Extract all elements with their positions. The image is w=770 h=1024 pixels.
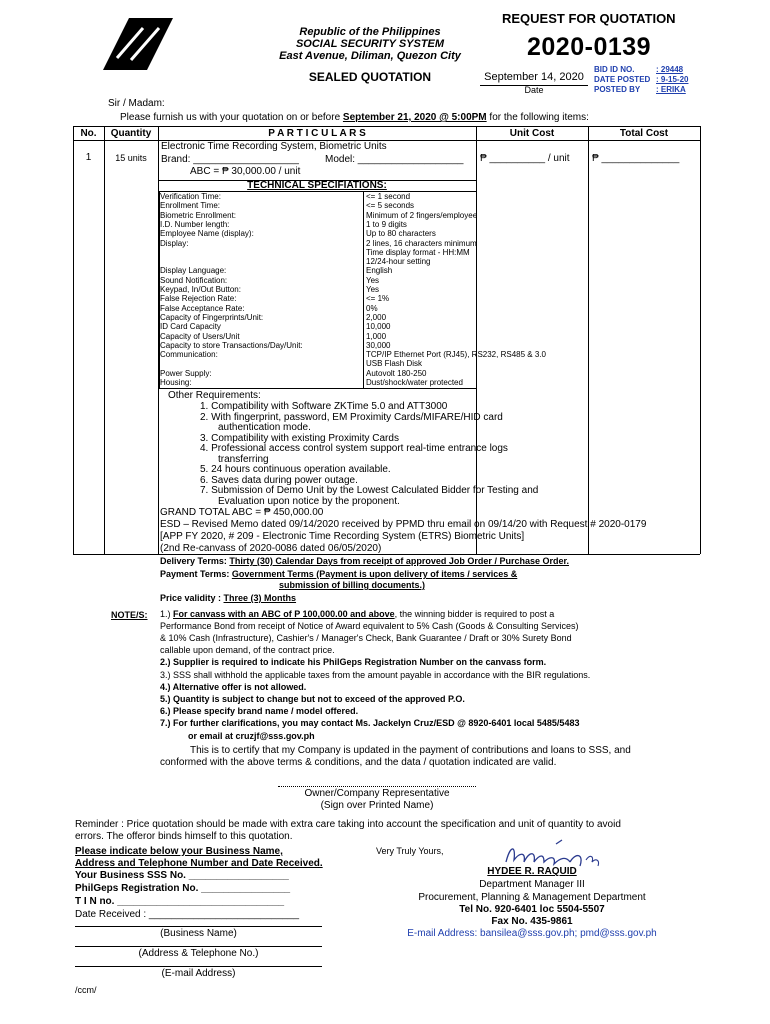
posted-by-label: POSTED BY xyxy=(594,85,641,94)
notes-label: NOTE/S: xyxy=(111,610,148,620)
request-title: REQUEST FOR QUOTATION xyxy=(502,11,676,26)
payment-value: Government Terms (Payment is upon delivery of items / services & xyxy=(231,569,518,579)
spec-row xyxy=(160,201,580,210)
spec-row xyxy=(160,211,580,220)
other-req-item: authentication mode. xyxy=(218,422,311,433)
date-posted-value: : 9-15-20 xyxy=(656,75,689,84)
spec-key: Keypad, In/Out Button: xyxy=(160,285,241,294)
spec-row xyxy=(160,257,580,266)
bid-id-value: : 29448 xyxy=(656,65,684,74)
reminder-line-1: Reminder : Price quotation should be made with extra care taking into account the specification and unit of quantity to avoid xyxy=(75,819,621,830)
other-req-item: 5. 24 hours continuous operation available. xyxy=(200,464,391,475)
spec-row xyxy=(160,369,580,378)
delivery-label: Delivery Terms: xyxy=(160,556,230,566)
date-received-field: Date Received : ___________________________ xyxy=(75,909,300,920)
col-header-quantity: Quantity xyxy=(110,128,152,139)
certify-line-1: This is to certify that my Company is updated in the payment of contributions and loans to SSS, and xyxy=(190,745,631,756)
model-field: Model: ___________________ xyxy=(325,154,464,165)
spec-value: 1,000 xyxy=(366,331,387,341)
spec-value: <= 1% xyxy=(366,294,390,304)
spec-key: Power Supply: xyxy=(160,368,212,378)
rfq-number: 2020-0139 xyxy=(527,33,652,61)
note-1-line-4: callable upon demand, of the contract price. xyxy=(160,645,335,655)
spec-value: <= 5 seconds xyxy=(366,201,415,211)
spec-row xyxy=(160,276,580,285)
note-1-line-2: Performance Bond from receipt of Notice of Award equivalent to 5% Cash (Goods & Consulting Services) xyxy=(160,621,579,631)
price-validity xyxy=(160,593,296,604)
spec-value: Up to 80 characters xyxy=(366,229,436,239)
spec-key: False Rejection Rate: xyxy=(160,294,237,304)
other-req-item: 1. Compatibility with Software ZKTime 5.0 and ATT3000 xyxy=(200,401,448,412)
note-1-prefix: 1.) xyxy=(160,609,174,619)
spec-row xyxy=(160,359,580,368)
other-req-title: Other Requirements: xyxy=(168,390,261,401)
signatory-tel: Tel No. 920-6401 loc 5504-5507 xyxy=(459,904,605,915)
intro-prefix: Please furnish us with your quotation on or before xyxy=(120,112,343,123)
brand-field: Brand: ___________________ xyxy=(161,154,299,165)
item-number: 1 xyxy=(85,152,92,163)
date-posted-label: DATE POSTED xyxy=(594,75,651,84)
spec-value: Yes xyxy=(366,275,380,285)
payment-terms xyxy=(160,569,517,580)
spec-row xyxy=(160,322,580,331)
other-req-item: 3. Compatibility with existing Proximity Cards xyxy=(200,432,399,444)
total-cost-field: ₱ ______________ xyxy=(592,153,680,164)
bidder-heading-2: Address and Telephone Number and Date Received. xyxy=(75,858,323,869)
note-1-rest: , the winning bidder is required to post a xyxy=(394,609,555,619)
spec-key: Biometric Enrollment: xyxy=(160,210,237,220)
spec-value: Time display format - HH:MM xyxy=(366,247,470,257)
note-2: 2.) Supplier is required to indicate his PhilGeps Registration Number on the canvass form. xyxy=(160,657,547,667)
note-4: 4.) Alternative offer is not allowed. xyxy=(160,682,307,692)
note-1-bold: For canvass with an ABC of P 100,000.00 and above xyxy=(173,609,395,619)
other-req-item: 2. With fingerprint, password, EM Proximity Cards/MIFARE/HID card xyxy=(200,411,503,423)
spec-key: Communication: xyxy=(160,350,218,360)
spec-value: Yes xyxy=(366,285,380,294)
note-1 xyxy=(160,609,554,620)
spec-row xyxy=(160,332,580,341)
salutation: Sir / Madam: xyxy=(108,98,165,109)
spec-row xyxy=(160,220,580,229)
bidder-heading-1: Please indicate below your Business Name, xyxy=(75,846,283,857)
col-header-total-cost: Total Cost xyxy=(619,128,669,139)
spec-value: 0% xyxy=(366,303,378,313)
spec-key: I.D. Number length: xyxy=(160,219,230,229)
signatory-name: HYDEE R. RAQUID xyxy=(487,866,577,877)
sss-logo xyxy=(103,18,173,70)
payment-label: Payment Terms: xyxy=(160,569,232,579)
spec-key: Sound Notification: xyxy=(160,275,228,285)
agency-name-line2: SOCIAL SECURITY SYSTEM xyxy=(295,38,445,50)
spec-row xyxy=(160,341,580,350)
business-sss-field: Your Business SSS No. __________________ xyxy=(75,870,289,881)
note-7: 7.) For further clarifications, you may contact Ms. Jackelyn Cruz/ESD @ 8920-6401 local 5485/5483 xyxy=(160,718,580,728)
col-header-no: No. xyxy=(80,128,97,139)
bid-id-label: BID ID NO. xyxy=(594,65,635,74)
esd-line-2: [APP FY 2020, # 209 - Electronic Time Recording System (ETRS) Biometric Units] xyxy=(160,531,525,542)
rfq-date: September 14, 2020 xyxy=(484,71,584,83)
tin-field: T I N no. ______________________________ xyxy=(75,896,285,907)
signatory-title: Department Manager III xyxy=(479,879,585,890)
validity-value: Three (3) Months xyxy=(223,593,297,603)
spec-key: Capacity to store Transactions/Day/Unit: xyxy=(160,340,303,350)
address-label: (Address & Telephone No.) xyxy=(138,948,259,959)
spec-key: ID Card Capacity xyxy=(160,322,221,332)
signatory-email: E-mail Address: bansilea@sss.gov.ph; pmd@sss.gov.ph xyxy=(407,928,657,939)
other-req-item: 7. Submission of Demo Unit by the Lowest Calculated Bidder for Testing and xyxy=(200,485,539,496)
other-req-item: 4. Professional access control system support real-time entrance logs xyxy=(200,443,508,454)
spec-row xyxy=(160,229,580,238)
spec-row xyxy=(160,248,580,257)
item-title: Electronic Time Recording System, Biometric Units xyxy=(161,141,387,152)
document-initials: /ccm/ xyxy=(75,985,97,995)
intro-line xyxy=(120,112,589,124)
philgeps-field: PhilGeps Registration No. ________________ xyxy=(75,883,291,894)
spec-value: USB Flash Disk xyxy=(366,359,423,369)
spec-row xyxy=(160,192,580,201)
date-label: Date xyxy=(524,85,544,95)
spec-row xyxy=(160,304,580,313)
spec-row xyxy=(160,239,580,248)
spec-row xyxy=(160,350,580,359)
spec-value: 12/24-hour setting xyxy=(366,257,431,267)
owner-sig-sub: (Sign over Printed Name) xyxy=(320,800,434,811)
business-name-label: (Business Name) xyxy=(160,928,237,939)
unit-cost-field: ₱ __________ / unit xyxy=(480,153,570,164)
note-3: 3.) SSS shall withhold the applicable taxes from the amount payable in accordance with the BIR regulations. xyxy=(160,670,591,680)
item-abc: ABC = ₱ 30,000.00 / unit xyxy=(190,166,301,177)
col-header-particulars: P A R T I C U L A R S xyxy=(268,128,366,139)
spec-row xyxy=(160,378,580,387)
closing-text: Very Truly Yours, xyxy=(376,846,444,856)
spec-title-text: TECHNICAL SPECIFIATIONS: xyxy=(247,180,387,191)
other-req-item: transferring xyxy=(218,453,269,465)
spec-value: 10,000 xyxy=(366,322,391,332)
esd-line-3: (2nd Re-canvass of 2020-0086 dated 06/05/2020) xyxy=(160,543,382,554)
spec-value: Autovolt 180-250 xyxy=(366,368,427,378)
spec-key: Capacity of Fingerprints/Unit: xyxy=(160,312,264,322)
agency-name-line1: Republic of the Philippines xyxy=(299,26,441,38)
doc-type: SEALED QUOTATION xyxy=(308,70,432,84)
certify-line-2: conformed with the above terms & conditions, and the data / quotation indicated are valid. xyxy=(160,757,557,768)
signatory-department: Procurement, Planning & Management Department xyxy=(418,892,646,903)
spec-key: Display Language: xyxy=(160,266,227,276)
other-req-item: Evaluation upon notice by the proponent. xyxy=(218,495,400,507)
agency-address: East Avenue, Diliman, Quezon City xyxy=(279,50,461,62)
spec-value: 30,000 xyxy=(366,340,391,350)
spec-key: Employee Name (display): xyxy=(160,229,254,239)
spec-key: Enrollment Time: xyxy=(160,201,221,211)
delivery-value: Thirty (30) Calendar Days from receipt of approved Job Order / Purchase Order. xyxy=(229,556,569,566)
reminder-line-2: errors. The offeror binds himself to this quotation. xyxy=(75,831,293,842)
spec-value: 2 lines, 16 characters minimum xyxy=(366,238,477,248)
spec-value: 2,000 xyxy=(366,312,387,322)
esd-line-1: ESD – Revised Memo dated 09/14/2020 received by PPMD thru email on 09/14/20 with Request # 2020-0179 xyxy=(160,519,647,530)
spec-row xyxy=(160,294,580,303)
other-req-item: 6. Saves data during power outage. xyxy=(200,474,358,486)
note-5: 5.) Quantity is subject to change but not to exceed of the approved P.O. xyxy=(160,694,465,704)
spec-value: Minimum of 2 fingers/employee xyxy=(366,210,478,220)
spec-value: Dust/shock/water protected xyxy=(366,378,463,387)
spec-row xyxy=(160,313,580,322)
spec-value: TCP/IP Ethernet Port (RJ45), RS232, RS485 & 3.0 xyxy=(366,350,546,360)
item-quantity: 15 units xyxy=(115,153,147,163)
spec-row xyxy=(160,285,580,294)
email-label: (E-mail Address) xyxy=(161,968,236,979)
delivery-terms xyxy=(160,556,569,567)
col-header-unit-cost: Unit Cost xyxy=(509,128,555,139)
validity-label: Price validity : xyxy=(160,593,224,603)
intro-deadline: September 21, 2020 @ 5:00PM xyxy=(342,112,487,123)
spec-key: Display: xyxy=(160,238,189,248)
posted-by-value: : ERIKA xyxy=(656,85,686,94)
note-7-email: or email at cruzjf@sss.gov.ph xyxy=(188,731,315,741)
payment-terms-cont: submission of billing documents.) xyxy=(279,580,426,590)
signatory-fax: Fax No. 435-9861 xyxy=(491,916,573,927)
spec-value: <= 1 second xyxy=(366,192,411,201)
grand-total: GRAND TOTAL ABC = ₱ 450,000.00 xyxy=(160,507,324,518)
note-6: 6.) Please specify brand name / model offered. xyxy=(160,706,359,716)
spec-key: Housing: xyxy=(160,378,192,387)
note-1-line-3: & 10% Cash (Infrastructure), Cashier's / Manager's Check, Bank Guarantee / Draft or 30% Surety Bond xyxy=(160,633,572,643)
spec-row xyxy=(160,266,580,275)
spec-key: Capacity of Users/Unit xyxy=(160,331,240,341)
spec-key: Verification Time: xyxy=(160,192,221,201)
owner-sig-label: Owner/Company Representative xyxy=(304,788,450,799)
spec-value: English xyxy=(366,266,393,276)
intro-suffix: for the following items: xyxy=(486,112,589,123)
spec-value: 1 to 9 digits xyxy=(366,219,407,229)
spec-key: False Acceptance Rate: xyxy=(160,303,245,313)
